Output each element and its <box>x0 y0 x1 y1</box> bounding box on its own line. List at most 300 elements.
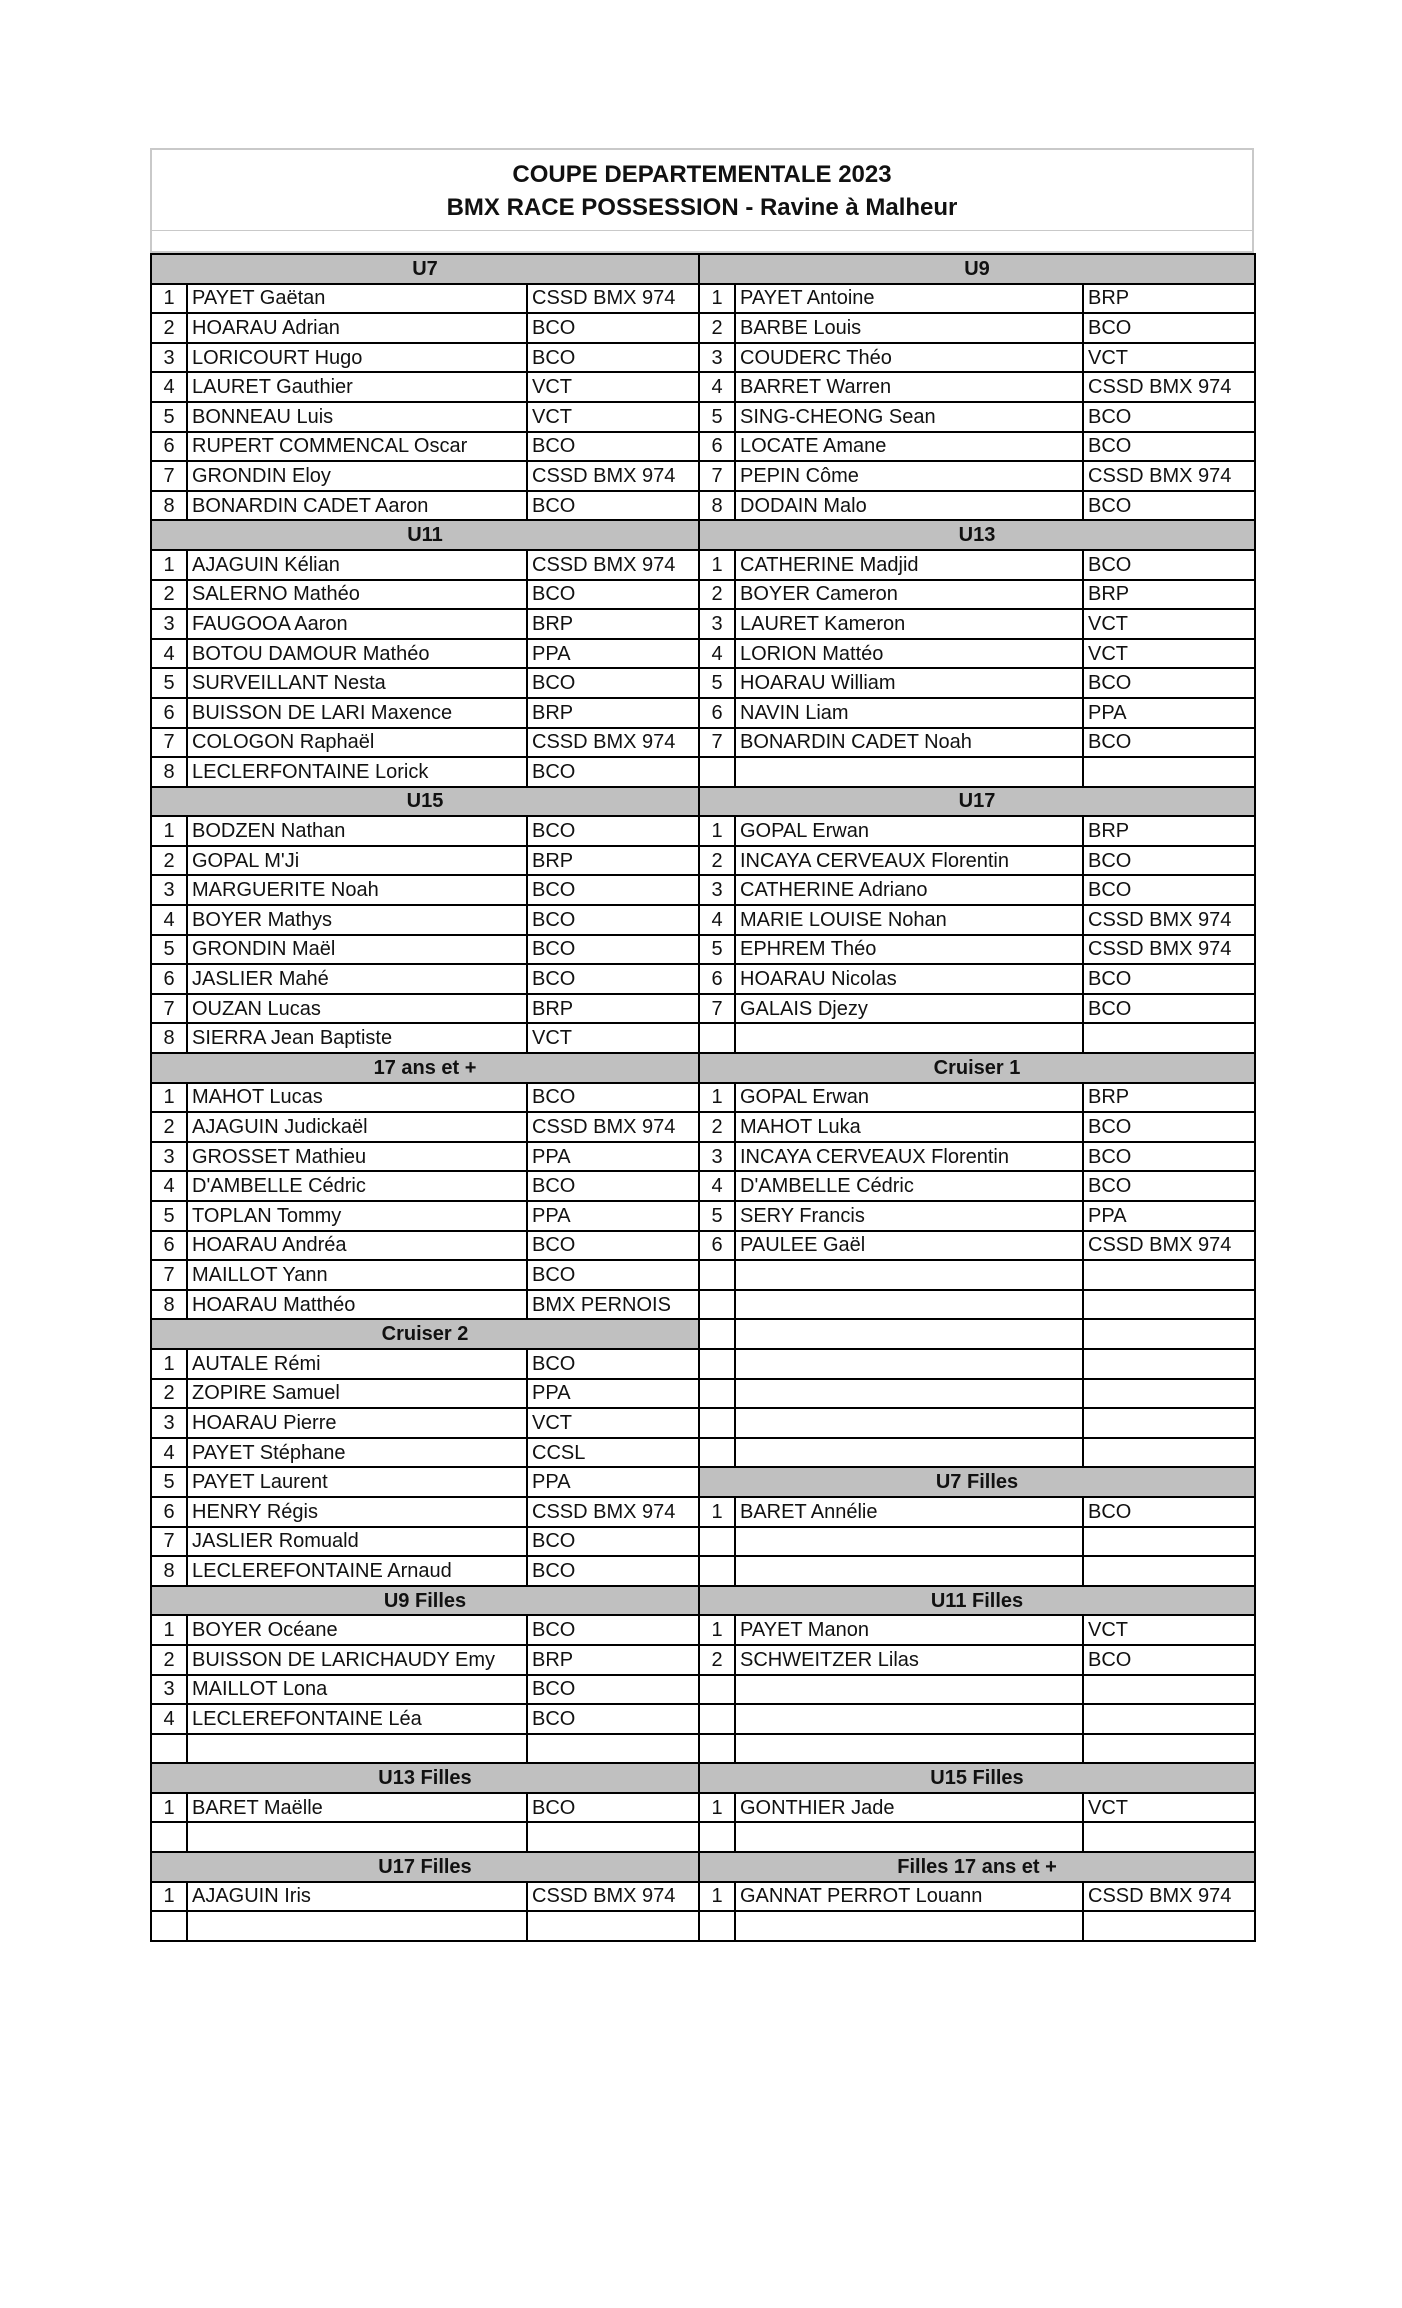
club-cell: BCO <box>527 1349 699 1379</box>
club-cell: VCT <box>527 1408 699 1438</box>
club-cell: BCO <box>1083 1112 1255 1142</box>
rider-name-cell <box>735 1527 1083 1557</box>
club-cell: PPA <box>1083 698 1255 728</box>
rank-cell <box>151 1822 187 1852</box>
rank-cell: 1 <box>699 1882 735 1912</box>
table-row <box>151 757 1255 787</box>
rank-cell: 1 <box>699 816 735 846</box>
rank-cell <box>699 1023 735 1053</box>
rank-cell: 7 <box>151 1527 187 1557</box>
club-cell: CSSD BMX 974 <box>527 461 699 491</box>
rider-name-cell: PEPIN Côme <box>735 461 1083 491</box>
rank-cell: 7 <box>151 461 187 491</box>
rank-cell <box>151 1911 187 1941</box>
rider-name-cell <box>187 1911 527 1941</box>
rider-name-cell: GROSSET Mathieu <box>187 1142 527 1172</box>
rider-name-cell: SCHWEITZER Lilas <box>735 1645 1083 1675</box>
club-cell: BCO <box>527 343 699 373</box>
rank-cell: 1 <box>151 550 187 580</box>
rider-name-cell: MAILLOT Lona <box>187 1675 527 1705</box>
rider-name-cell: GOPAL Erwan <box>735 1083 1083 1113</box>
category-header: U9 Filles <box>151 1586 699 1616</box>
club-cell: CSSD BMX 974 <box>527 1497 699 1527</box>
rank-cell: 8 <box>151 1023 187 1053</box>
table-row <box>151 698 1255 728</box>
table-row <box>151 875 1255 905</box>
table-row <box>151 639 1255 669</box>
table-row <box>151 580 1255 610</box>
club-cell: CCSL <box>527 1438 699 1468</box>
rank-cell: 2 <box>699 1112 735 1142</box>
rider-name-cell: BARET Annélie <box>735 1497 1083 1527</box>
club-cell: CSSD BMX 974 <box>1083 1882 1255 1912</box>
club-cell: BCO <box>1083 432 1255 462</box>
table-row <box>151 1822 1255 1852</box>
rank-cell: 5 <box>699 1201 735 1231</box>
category-header: U11 Filles <box>699 1586 1255 1616</box>
club-cell: CSSD BMX 974 <box>1083 1231 1255 1261</box>
title-spacer-row <box>150 230 1254 253</box>
table-row <box>151 1408 1255 1438</box>
rider-name-cell: INCAYA CERVEAUX Florentin <box>735 1142 1083 1172</box>
rank-cell: 7 <box>699 994 735 1024</box>
club-cell: BCO <box>1083 846 1255 876</box>
rider-name-cell: MARGUERITE Noah <box>187 875 527 905</box>
club-cell: BCO <box>527 875 699 905</box>
club-cell: BCO <box>527 1260 699 1290</box>
rider-name-cell: SING-CHEONG Sean <box>735 402 1083 432</box>
club-cell: PPA <box>527 1379 699 1409</box>
rider-name-cell: SIERRA Jean Baptiste <box>187 1023 527 1053</box>
rider-name-cell: DODAIN Malo <box>735 491 1083 521</box>
rider-name-cell: PAULEE Gaël <box>735 1231 1083 1261</box>
rider-name-cell: BARRET Warren <box>735 372 1083 402</box>
rank-cell: 3 <box>151 1142 187 1172</box>
rank-cell: 6 <box>699 1231 735 1261</box>
club-cell: PPA <box>527 1142 699 1172</box>
table-row <box>151 1586 1255 1616</box>
rank-cell: 4 <box>151 905 187 935</box>
table-row <box>151 1734 1255 1764</box>
rank-cell: 1 <box>151 284 187 314</box>
rank-cell: 2 <box>151 1645 187 1675</box>
club-cell: BCO <box>527 1615 699 1645</box>
rank-cell: 6 <box>151 1231 187 1261</box>
rider-name-cell <box>187 1822 527 1852</box>
club-cell: VCT <box>527 402 699 432</box>
rank-cell: 3 <box>151 1675 187 1705</box>
rank-cell: 7 <box>699 461 735 491</box>
rank-cell <box>699 1290 735 1320</box>
table-row <box>151 313 1255 343</box>
rider-name-cell: CATHERINE Madjid <box>735 550 1083 580</box>
club-cell: PPA <box>527 1201 699 1231</box>
table-row <box>151 1349 1255 1379</box>
table-row <box>151 1704 1255 1734</box>
club-cell: VCT <box>1083 1615 1255 1645</box>
table-row <box>151 402 1255 432</box>
rider-name-cell <box>187 1734 527 1764</box>
rider-name-cell: FAUGOOA Aaron <box>187 609 527 639</box>
club-cell: VCT <box>1083 639 1255 669</box>
rank-cell: 2 <box>699 846 735 876</box>
category-header: U13 <box>699 520 1255 550</box>
rank-cell: 8 <box>151 491 187 521</box>
rider-name-cell: MAHOT Luka <box>735 1112 1083 1142</box>
category-header: U9 <box>699 254 1255 284</box>
table-row <box>151 1911 1255 1941</box>
rider-name-cell: BOYER Océane <box>187 1615 527 1645</box>
club-cell: CSSD BMX 974 <box>1083 461 1255 491</box>
rider-name-cell <box>735 1911 1083 1941</box>
table-row <box>151 1260 1255 1290</box>
club-cell: BCO <box>1083 728 1255 758</box>
rank-cell: 3 <box>699 343 735 373</box>
rider-name-cell: AJAGUIN Kélian <box>187 550 527 580</box>
table-row <box>151 1201 1255 1231</box>
title-block <box>150 148 1254 230</box>
rank-cell: 8 <box>151 1556 187 1586</box>
rider-name-cell: LECLEREFONTAINE Léa <box>187 1704 527 1734</box>
rank-cell: 6 <box>151 964 187 994</box>
table-row <box>151 609 1255 639</box>
rank-cell: 3 <box>151 1408 187 1438</box>
table-row <box>151 1645 1255 1675</box>
club-cell: BCO <box>527 964 699 994</box>
club-cell: BCO <box>527 1704 699 1734</box>
rank-cell: 2 <box>151 1379 187 1409</box>
club-cell <box>1083 1822 1255 1852</box>
rider-name-cell: PAYET Manon <box>735 1615 1083 1645</box>
table-row <box>151 1171 1255 1201</box>
rider-name-cell: RUPERT COMMENCAL Oscar <box>187 432 527 462</box>
rider-name-cell: GONTHIER Jade <box>735 1793 1083 1823</box>
rank-cell: 4 <box>151 372 187 402</box>
rider-name-cell: LECLEREFONTAINE Arnaud <box>187 1556 527 1586</box>
rider-name-cell: GOPAL M'Ji <box>187 846 527 876</box>
table-row <box>151 1438 1255 1468</box>
club-cell <box>1083 1349 1255 1379</box>
rank-cell <box>699 1911 735 1941</box>
club-cell: BCO <box>527 1083 699 1113</box>
club-cell: BCO <box>527 491 699 521</box>
rider-name-cell: BUISSON DE LARICHAUDY Emy <box>187 1645 527 1675</box>
rider-name-cell: GOPAL Erwan <box>735 816 1083 846</box>
rank-cell: 1 <box>699 550 735 580</box>
rank-cell: 8 <box>699 491 735 521</box>
club-cell: BCO <box>527 816 699 846</box>
club-cell: VCT <box>527 1023 699 1053</box>
table-row <box>151 1053 1255 1083</box>
table-row <box>151 1083 1255 1113</box>
rider-name-cell <box>735 1379 1083 1409</box>
club-cell: BRP <box>527 994 699 1024</box>
club-cell: BCO <box>527 313 699 343</box>
table-row <box>151 964 1255 994</box>
table-row <box>151 461 1255 491</box>
rank-cell: 2 <box>699 313 735 343</box>
rider-name-cell: SALERNO Mathéo <box>187 580 527 610</box>
club-cell: BCO <box>527 1231 699 1261</box>
club-cell: BMX PERNOIS <box>527 1290 699 1320</box>
rank-cell: 1 <box>151 1349 187 1379</box>
club-cell: BCO <box>527 1556 699 1586</box>
rank-cell: 1 <box>151 816 187 846</box>
rank-cell: 4 <box>151 1438 187 1468</box>
table-row <box>151 728 1255 758</box>
club-cell: BCO <box>1083 1497 1255 1527</box>
table-row <box>151 491 1255 521</box>
rank-cell: 7 <box>151 1260 187 1290</box>
rider-name-cell <box>735 757 1083 787</box>
club-cell: BCO <box>527 432 699 462</box>
table-row <box>151 1023 1255 1053</box>
rider-name-cell: HOARAU Pierre <box>187 1408 527 1438</box>
rider-name-cell: GRONDIN Maël <box>187 935 527 965</box>
rank-cell: 6 <box>151 432 187 462</box>
rider-name-cell: OUZAN Lucas <box>187 994 527 1024</box>
rider-name-cell <box>735 1349 1083 1379</box>
rank-cell <box>699 1734 735 1764</box>
rider-name-cell: LORICOURT Hugo <box>187 343 527 373</box>
rank-cell: 6 <box>699 432 735 462</box>
club-cell: CSSD BMX 974 <box>1083 935 1255 965</box>
rider-name-cell <box>735 1675 1083 1705</box>
rank-cell: 3 <box>699 1142 735 1172</box>
rank-cell: 2 <box>151 1112 187 1142</box>
rider-name-cell: NAVIN Liam <box>735 698 1083 728</box>
rider-name-cell: BARBE Louis <box>735 313 1083 343</box>
rank-cell: 1 <box>699 284 735 314</box>
rider-name-cell <box>735 1822 1083 1852</box>
table-row <box>151 994 1255 1024</box>
club-cell: PPA <box>527 639 699 669</box>
club-cell: BRP <box>1083 580 1255 610</box>
club-cell: VCT <box>527 372 699 402</box>
category-header: U11 <box>151 520 699 550</box>
club-cell <box>1083 1556 1255 1586</box>
rank-cell: 1 <box>151 1615 187 1645</box>
category-header: U7 Filles <box>699 1467 1255 1497</box>
table-row <box>151 520 1255 550</box>
rank-cell: 3 <box>699 609 735 639</box>
club-cell: VCT <box>1083 609 1255 639</box>
rider-name-cell <box>735 1260 1083 1290</box>
rider-name-cell: BONARDIN CADET Noah <box>735 728 1083 758</box>
rider-name-cell: HOARAU Adrian <box>187 313 527 343</box>
rank-cell <box>699 1408 735 1438</box>
club-cell <box>1083 1911 1255 1941</box>
rank-cell <box>699 1675 735 1705</box>
rider-name-cell: GRONDIN Eloy <box>187 461 527 491</box>
rider-name-cell: HENRY Régis <box>187 1497 527 1527</box>
rank-cell: 7 <box>699 728 735 758</box>
table-row <box>151 787 1255 817</box>
rider-name-cell: HOARAU William <box>735 668 1083 698</box>
club-cell: CSSD BMX 974 <box>527 1112 699 1142</box>
rider-name-cell: PAYET Antoine <box>735 284 1083 314</box>
club-cell <box>527 1822 699 1852</box>
rider-name-cell: MARIE LOUISE Nohan <box>735 905 1083 935</box>
rank-cell: 2 <box>151 846 187 876</box>
rank-cell: 3 <box>151 343 187 373</box>
rider-name-cell: JASLIER Mahé <box>187 964 527 994</box>
club-cell: BRP <box>1083 816 1255 846</box>
club-cell: PPA <box>1083 1201 1255 1231</box>
club-cell: CSSD BMX 974 <box>527 1882 699 1912</box>
rank-cell: 6 <box>699 698 735 728</box>
rank-cell: 3 <box>699 875 735 905</box>
rank-cell: 2 <box>699 1645 735 1675</box>
table-row <box>151 284 1255 314</box>
rider-name-cell: CATHERINE Adriano <box>735 875 1083 905</box>
club-cell: BCO <box>527 1793 699 1823</box>
table-row <box>151 1675 1255 1705</box>
club-cell: BCO <box>527 1527 699 1557</box>
club-cell <box>527 1734 699 1764</box>
rank-cell: 2 <box>699 580 735 610</box>
club-cell: BCO <box>1083 875 1255 905</box>
rider-name-cell: EPHREM Théo <box>735 935 1083 965</box>
rank-cell: 4 <box>151 1704 187 1734</box>
rank-cell: 5 <box>699 935 735 965</box>
category-header: U7 <box>151 254 699 284</box>
table-row <box>151 935 1255 965</box>
rider-name-cell: BONARDIN CADET Aaron <box>187 491 527 521</box>
rider-name-cell: LAURET Kameron <box>735 609 1083 639</box>
category-header: U17 <box>699 787 1255 817</box>
club-cell: BRP <box>527 698 699 728</box>
club-cell: BCO <box>1083 668 1255 698</box>
rider-name-cell: BOYER Cameron <box>735 580 1083 610</box>
rank-cell <box>699 1349 735 1379</box>
rank-cell <box>699 1704 735 1734</box>
rider-name-cell: LORION Mattéo <box>735 639 1083 669</box>
rank-cell <box>699 1438 735 1468</box>
club-cell: CSSD BMX 974 <box>1083 905 1255 935</box>
club-cell: BCO <box>1083 994 1255 1024</box>
table-row <box>151 1556 1255 1586</box>
rider-name-cell <box>735 1319 1083 1349</box>
club-cell: BCO <box>1083 402 1255 432</box>
club-cell: CSSD BMX 974 <box>527 550 699 580</box>
club-cell: CSSD BMX 974 <box>1083 372 1255 402</box>
rank-cell: 4 <box>699 905 735 935</box>
rank-cell: 5 <box>151 935 187 965</box>
rider-name-cell: MAHOT Lucas <box>187 1083 527 1113</box>
club-cell: BCO <box>1083 1142 1255 1172</box>
club-cell <box>1083 1260 1255 1290</box>
club-cell: CSSD BMX 974 <box>527 728 699 758</box>
club-cell: VCT <box>1083 343 1255 373</box>
category-header: U17 Filles <box>151 1852 699 1882</box>
rider-name-cell <box>735 1408 1083 1438</box>
rank-cell: 1 <box>699 1083 735 1113</box>
club-cell <box>527 1911 699 1941</box>
rank-cell <box>699 1260 735 1290</box>
rider-name-cell: HOARAU Andréa <box>187 1231 527 1261</box>
rider-name-cell: BODZEN Nathan <box>187 816 527 846</box>
rider-name-cell: COLOGON Raphaël <box>187 728 527 758</box>
rider-name-cell <box>735 1438 1083 1468</box>
club-cell <box>1083 1527 1255 1557</box>
club-cell: BCO <box>527 905 699 935</box>
category-header: Cruiser 2 <box>151 1319 699 1349</box>
rider-name-cell: LOCATE Amane <box>735 432 1083 462</box>
club-cell <box>1083 1438 1255 1468</box>
rank-cell: 1 <box>151 1083 187 1113</box>
table-row <box>151 1142 1255 1172</box>
club-cell: BCO <box>527 1675 699 1705</box>
rider-name-cell: BARET Maëlle <box>187 1793 527 1823</box>
rank-cell <box>699 1527 735 1557</box>
rider-name-cell: LECLERFONTAINE Lorick <box>187 757 527 787</box>
club-cell <box>1083 1408 1255 1438</box>
table-row <box>151 668 1255 698</box>
club-cell: BCO <box>1083 491 1255 521</box>
rank-cell: 7 <box>151 728 187 758</box>
rider-name-cell: AJAGUIN Judickaël <box>187 1112 527 1142</box>
club-cell <box>1083 1675 1255 1705</box>
rank-cell: 5 <box>151 668 187 698</box>
rank-cell <box>151 1734 187 1764</box>
rank-cell: 1 <box>699 1793 735 1823</box>
rank-cell: 7 <box>151 994 187 1024</box>
page-subtitle: BMX RACE POSSESSION - Ravine à Malheur <box>446 194 958 221</box>
rank-cell: 6 <box>151 698 187 728</box>
rank-cell <box>699 757 735 787</box>
rider-name-cell: BOTOU DAMOUR Mathéo <box>187 639 527 669</box>
club-cell: BCO <box>1083 1171 1255 1201</box>
category-header: U15 Filles <box>699 1763 1255 1793</box>
club-cell <box>1083 1704 1255 1734</box>
club-cell: BCO <box>1083 313 1255 343</box>
rank-cell: 5 <box>151 1201 187 1231</box>
category-header: Cruiser 1 <box>699 1053 1255 1083</box>
club-cell: BCO <box>1083 1645 1255 1675</box>
rider-name-cell: HOARAU Matthéo <box>187 1290 527 1320</box>
rank-cell <box>699 1319 735 1349</box>
rank-cell: 5 <box>699 668 735 698</box>
club-cell: BCO <box>527 1171 699 1201</box>
rank-cell: 1 <box>699 1497 735 1527</box>
club-cell: BRP <box>527 846 699 876</box>
rank-cell <box>699 1379 735 1409</box>
table-row <box>151 1112 1255 1142</box>
rank-cell: 6 <box>699 964 735 994</box>
rider-name-cell: BUISSON DE LARI Maxence <box>187 698 527 728</box>
rider-name-cell: JASLIER Romuald <box>187 1527 527 1557</box>
club-cell: VCT <box>1083 1793 1255 1823</box>
rider-name-cell <box>735 1556 1083 1586</box>
rank-cell: 3 <box>151 875 187 905</box>
rank-cell <box>699 1556 735 1586</box>
table-row <box>151 1497 1255 1527</box>
club-cell: BCO <box>527 935 699 965</box>
club-cell <box>1083 757 1255 787</box>
results-table <box>150 253 1256 1942</box>
club-cell: BRP <box>1083 284 1255 314</box>
rank-cell: 1 <box>699 1615 735 1645</box>
rider-name-cell: ZOPIRE Samuel <box>187 1379 527 1409</box>
club-cell: CSSD BMX 974 <box>527 284 699 314</box>
rider-name-cell: GANNAT PERROT Louann <box>735 1882 1083 1912</box>
rank-cell: 4 <box>699 1171 735 1201</box>
rider-name-cell: LAURET Gauthier <box>187 372 527 402</box>
table-row <box>151 905 1255 935</box>
category-header: Filles 17 ans et + <box>699 1852 1255 1882</box>
rider-name-cell: AUTALE Rémi <box>187 1349 527 1379</box>
